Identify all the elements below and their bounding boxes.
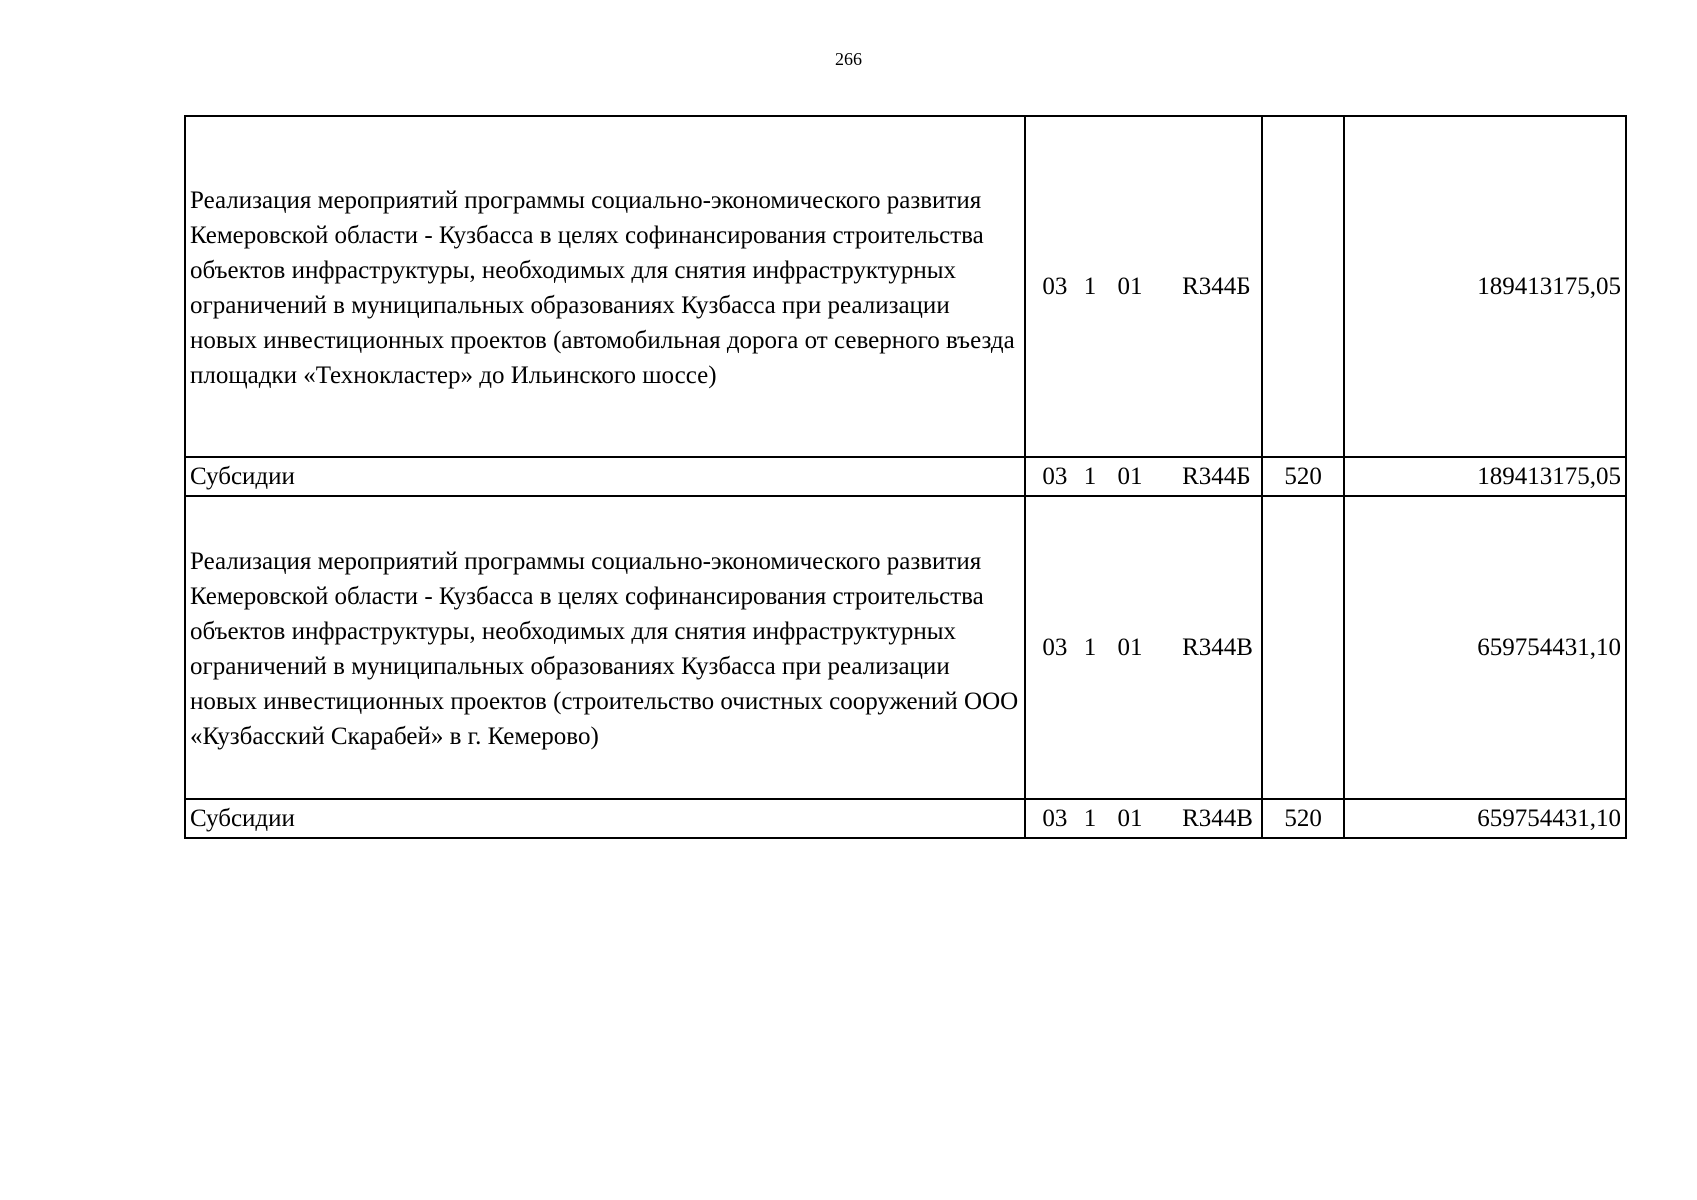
main-event-code: 01 (1114, 496, 1179, 799)
row-name: Субсидии (185, 457, 1025, 496)
table-row (185, 116, 1626, 457)
amount: 189413175,05 (1344, 457, 1626, 496)
program-code: 03 (1025, 457, 1079, 496)
direction-code: R344Б (1178, 457, 1262, 496)
amount: 189413175,05 (1344, 116, 1626, 457)
row-name: Реализация мероприятий программы социально-экономического развития Кемеровской области - Кузбасса в целях софинансирования строительства объектов инфраструктуры, необходимых для снятия инфраструктурных ограничений в муниципальных образованиях Кузбасса при реализации новых инвестиционных проектов (строительство очистных сооружений ООО «Кузбасский Скарабей» в г. Кемерово) (185, 496, 1025, 799)
subprogram-code: 1 (1080, 799, 1114, 838)
budget-table (184, 115, 1627, 839)
subprogram-code: 1 (1080, 496, 1114, 799)
row-name: Субсидии (185, 799, 1025, 838)
program-code: 03 (1025, 116, 1079, 457)
page-number: 266 (835, 49, 862, 69)
table-row (185, 496, 1626, 799)
program-code: 03 (1025, 799, 1079, 838)
expense-type-code: 520 (1262, 799, 1344, 838)
expense-type-code (1262, 116, 1344, 457)
main-event-code: 01 (1114, 457, 1179, 496)
expense-type-code: 520 (1262, 457, 1344, 496)
table-row (185, 457, 1626, 496)
subprogram-code: 1 (1080, 457, 1114, 496)
main-event-code: 01 (1114, 116, 1179, 457)
amount: 659754431,10 (1344, 799, 1626, 838)
row-name: Реализация мероприятий программы социально-экономического развития Кемеровской области - Кузбасса в целях софинансирования строительства объектов инфраструктуры, необходимых для снятия инфраструктурных ограничений в муниципальных образованиях Кузбасса при реализации новых инвестиционных проектов (автомобильная дорога от северного въезда площадки «Технокластер» до Ильинского шоссе) (185, 116, 1025, 457)
table-row (185, 799, 1626, 838)
program-code: 03 (1025, 496, 1079, 799)
subprogram-code: 1 (1080, 116, 1114, 457)
main-event-code: 01 (1114, 799, 1179, 838)
direction-code: R344В (1178, 799, 1262, 838)
direction-code: R344Б (1178, 116, 1262, 457)
expense-type-code (1262, 496, 1344, 799)
direction-code: R344В (1178, 496, 1262, 799)
amount: 659754431,10 (1344, 496, 1626, 799)
